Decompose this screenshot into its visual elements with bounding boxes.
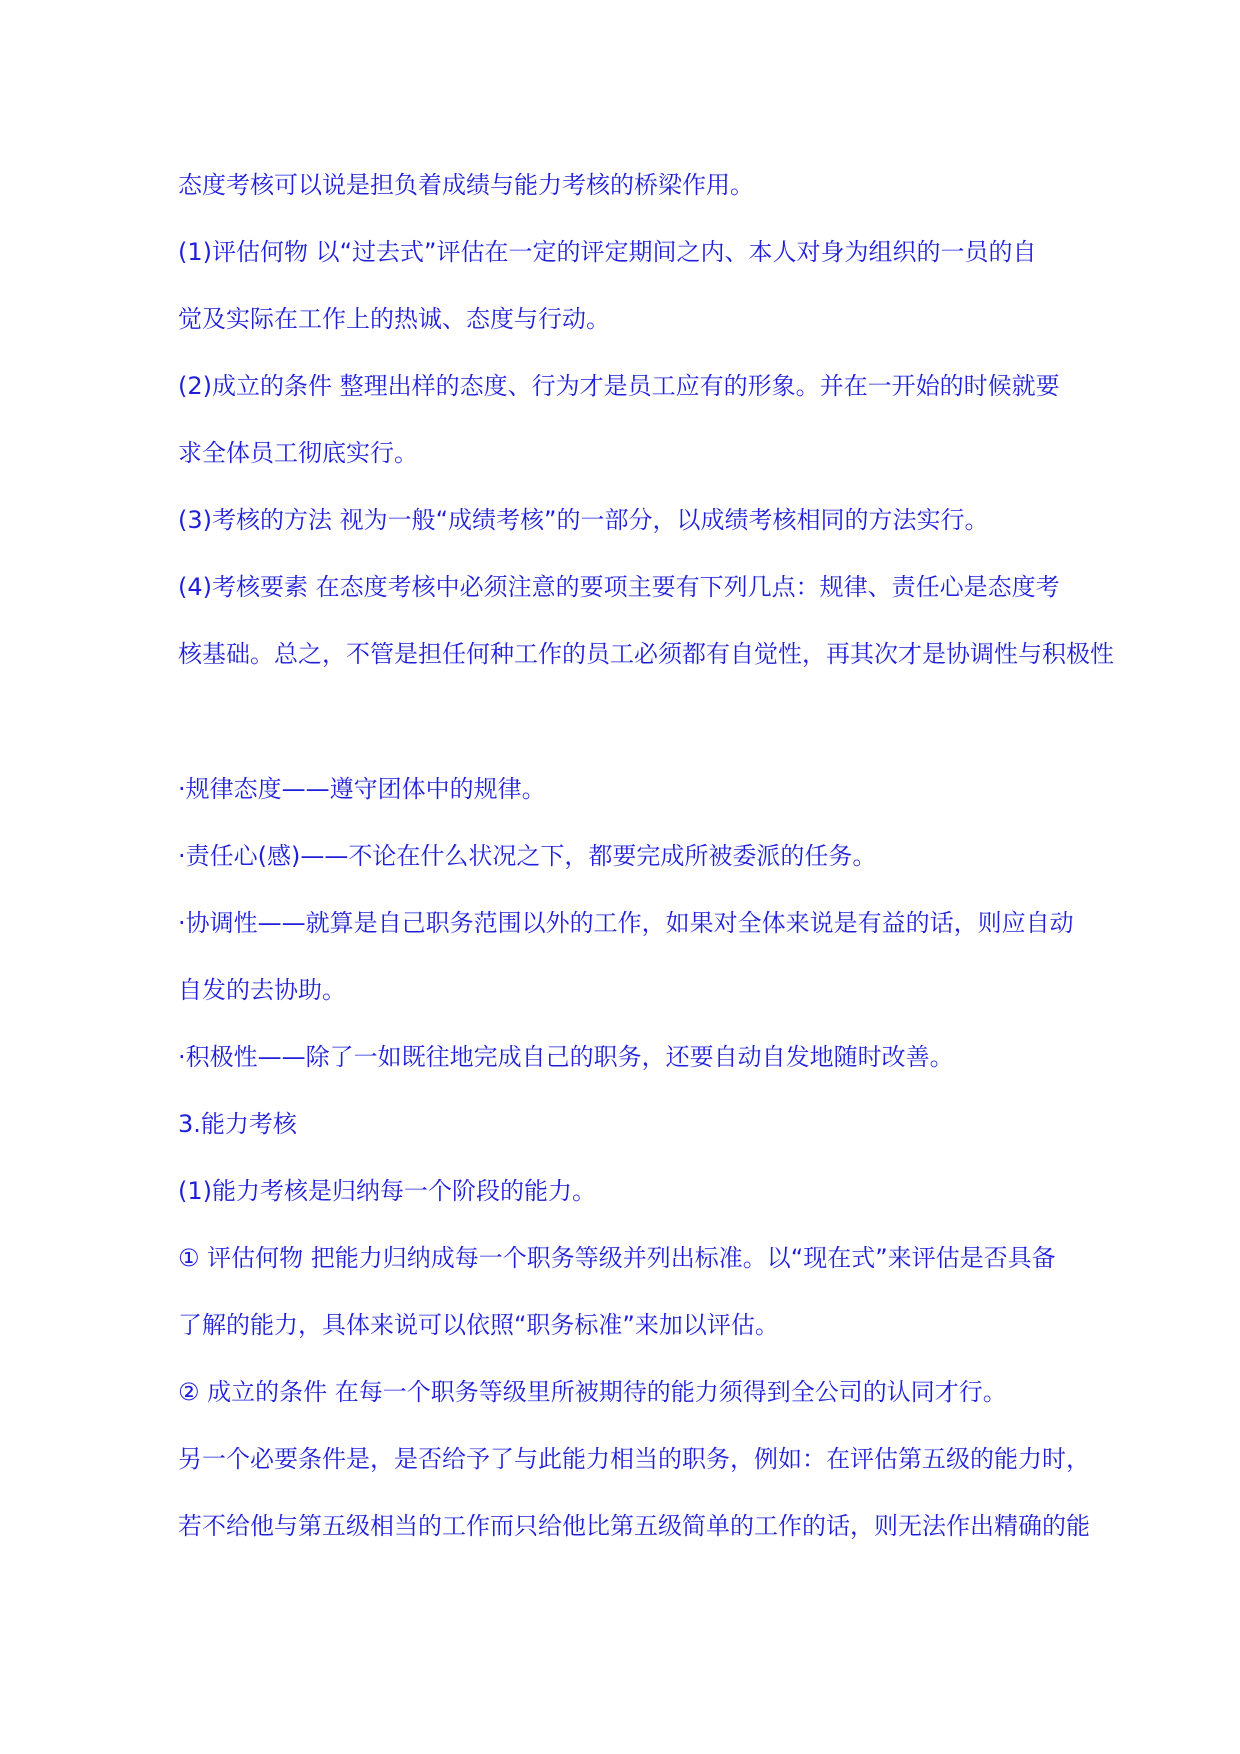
bullet-item: ·责任心(感)——不论在什么状况之下，都要完成所被委派的任务。 — [178, 842, 877, 870]
section-heading: 3.能力考核 — [178, 1110, 297, 1138]
text-line: 求全体员工彻底实行。 — [178, 439, 418, 467]
text-line: ① 评估何物 把能力归纳成每一个职务等级并列出标准。以“现在式”来评估是否具备 — [178, 1244, 1056, 1272]
text-line: 了解的能力，具体来说可以依照“职务标准”来加以评估。 — [178, 1311, 779, 1339]
text-line: (1)评估何物 以“过去式”评估在一定的评定期间之内、本人对身为组织的一员的自 — [178, 238, 1037, 266]
text-line: (2)成立的条件 整理出样的态度、行为才是员工应有的形象。并在一开始的时候就要 — [178, 372, 1060, 400]
bullet-item: ·协调性——就算是自己职务范围以外的工作，如果对全体来说是有益的话，则应自动 — [178, 909, 1074, 937]
text-line: 觉及实际在工作上的热诚、态度与行动。 — [178, 305, 610, 333]
text-line: 态度考核可以说是担负着成绩与能力考核的桥梁作用。 — [178, 171, 754, 199]
text-line: (3)考核的方法 视为一般“成绩考核”的一部分，以成绩考核相同的方法实行。 — [178, 506, 989, 534]
bullet-item: ·规律态度——遵守团体中的规律。 — [178, 775, 546, 803]
text-line: ② 成立的条件 在每一个职务等级里所被期待的能力须得到全公司的认同才行。 — [178, 1378, 1007, 1406]
text-line: 核基础。总之，不管是担任何种工作的员工必须都有自觉性，再其次才是协调性与积极性 — [178, 640, 1114, 668]
text-line: 另一个必要条件是，是否给予了与此能力相当的职务，例如：在评估第五级的能力时， — [178, 1445, 1090, 1473]
text-line: (1)能力考核是归纳每一个阶段的能力。 — [178, 1177, 596, 1205]
text-line: 若不给他与第五级相当的工作而只给他比第五级简单的工作的话，则无法作出精确的能 — [178, 1512, 1090, 1540]
text-line: (4)考核要素 在态度考核中必须注意的要项主要有下列几点：规律、责任心是态度考 — [178, 573, 1060, 601]
text-line: 自发的去协助。 — [178, 976, 346, 1004]
bullet-item: ·积极性——除了一如既往地完成自己的职务，还要自动自发地随时改善。 — [178, 1043, 954, 1071]
